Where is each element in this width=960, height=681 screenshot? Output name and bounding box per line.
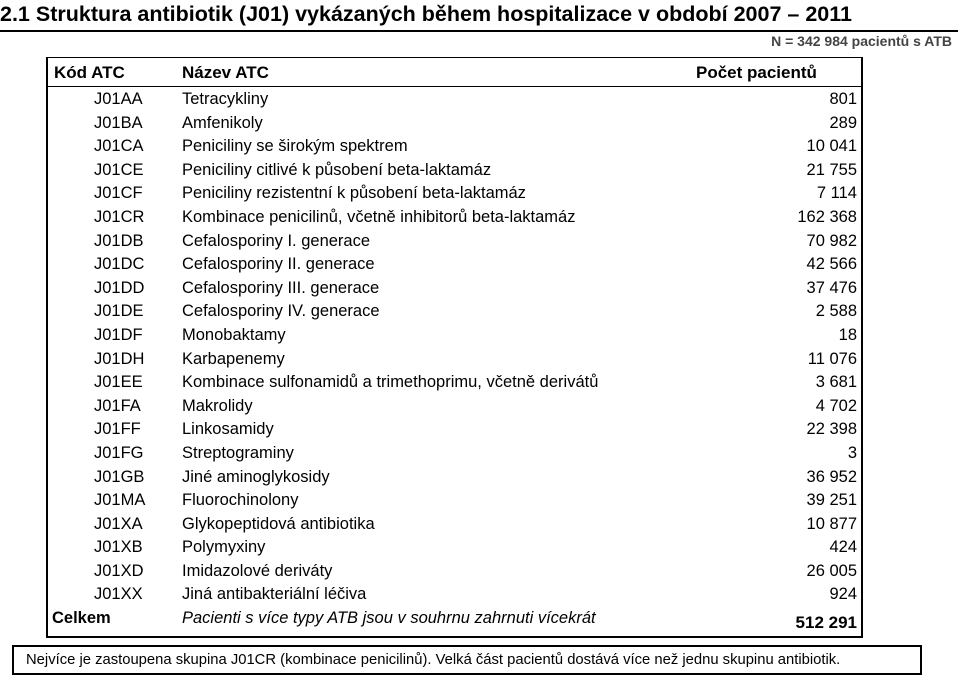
- table-body: [48, 88, 861, 607]
- table-row: [48, 466, 861, 490]
- row-name: Cefalosporiny II. generace: [182, 255, 375, 274]
- row-code: J01DE: [94, 302, 144, 321]
- table-row: [48, 560, 861, 584]
- atc-table: [46, 57, 863, 638]
- row-code: J01CR: [94, 207, 145, 226]
- row-code: J01AA: [94, 90, 143, 108]
- total-count: 512 291: [795, 613, 857, 632]
- row-count: 70 982: [806, 231, 857, 250]
- row-name: Cefalosporiny IV. generace: [182, 302, 380, 321]
- row-name: Fluorochinolony: [182, 491, 299, 510]
- row-count: 801: [829, 90, 857, 108]
- row-name: Peniciliny citlivé k působení beta-laktamáz: [182, 160, 492, 179]
- row-name: Imidazolové deriváty: [182, 561, 333, 580]
- row-name: Glykopeptidová antibiotika: [182, 514, 375, 533]
- table-row: [48, 371, 861, 395]
- row-count: 4 702: [815, 396, 857, 415]
- table-row: [48, 159, 861, 183]
- row-name: Kombinace penicilinů, včetně inhibitorů beta-laktamáz: [182, 207, 576, 226]
- header-count: Počet pacientů: [696, 63, 817, 82]
- table-row: [48, 513, 861, 537]
- row-code: J01XB: [94, 538, 143, 557]
- row-count: 3: [847, 443, 857, 462]
- row-name: Amfenikoly: [182, 113, 263, 132]
- table-row: [48, 395, 861, 419]
- row-count: 11 076: [807, 349, 857, 368]
- row-count: 42 566: [806, 255, 857, 274]
- row-code: J01XD: [94, 561, 144, 580]
- row-name: Jiné aminoglykosidy: [182, 467, 330, 486]
- total-label: Celkem: [52, 609, 111, 627]
- row-code: J01GB: [94, 467, 145, 486]
- row-count: 36 952: [806, 467, 857, 486]
- table-row: [48, 230, 861, 254]
- table-row: [48, 277, 861, 301]
- header-name: Název ATC: [182, 63, 269, 82]
- row-count: 10 877: [806, 514, 857, 533]
- row-name: Kombinace sulfonamidů a trimethoprimu, včetně derivátů: [182, 373, 599, 392]
- table-row: [48, 489, 861, 513]
- table-row: [48, 536, 861, 560]
- row-code: J01CE: [94, 160, 144, 179]
- row-name: Peniciliny rezistentní k působení beta-laktamáz: [182, 184, 526, 203]
- row-count: 39 251: [806, 491, 857, 510]
- row-name: Jiná antibakteriální léčiva: [182, 585, 367, 604]
- page-title: 2.1 Struktura antibiotik (J01) vykázaných během hospitalizace v období 2007 – 2011: [0, 2, 852, 26]
- table-row: [48, 253, 861, 277]
- footer-note: Nejvíce je zastoupena skupina J01CR (kombinace penicilinů). Velká část pacientů dostává více než jednu skupinu antibiotik.: [12, 645, 922, 675]
- row-code: J01EE: [94, 373, 143, 392]
- row-code: J01XA: [94, 514, 143, 533]
- table-row: [48, 442, 861, 466]
- row-name: Tetracykliny: [182, 90, 269, 108]
- table-row: [48, 135, 861, 159]
- row-count: 37 476: [806, 278, 857, 297]
- row-name: Monobaktamy: [182, 325, 286, 344]
- table-row: [48, 348, 861, 372]
- row-name: Cefalosporiny I. generace: [182, 231, 371, 250]
- row-code: J01DB: [94, 231, 144, 250]
- row-name: Polymyxiny: [182, 538, 266, 557]
- row-code: J01DD: [94, 278, 145, 297]
- table-row: [48, 182, 861, 206]
- row-name: Makrolidy: [182, 396, 253, 415]
- row-code: J01CF: [94, 184, 143, 203]
- table-header: [48, 57, 861, 87]
- row-count: 3 681: [815, 373, 857, 392]
- table-row: [48, 206, 861, 230]
- row-name: Peniciliny se širokým spektrem: [182, 137, 408, 156]
- row-name: Streptograminy: [182, 443, 294, 462]
- row-code: J01FA: [94, 396, 141, 415]
- row-code: J01DC: [94, 255, 145, 274]
- table-row: [48, 112, 861, 136]
- table-row: [48, 418, 861, 442]
- row-name: Linkosamidy: [182, 420, 274, 439]
- row-code: J01DH: [94, 349, 145, 368]
- row-count: 2 588: [815, 302, 857, 321]
- header-code: Kód ATC: [54, 63, 125, 82]
- row-count: 924: [829, 585, 857, 604]
- row-count: 21 755: [806, 160, 857, 179]
- row-count: 7 114: [816, 184, 857, 203]
- table-total-row: [48, 603, 861, 636]
- row-code: J01BA: [94, 113, 143, 132]
- table-row: [48, 324, 861, 348]
- row-code: J01FG: [94, 443, 144, 462]
- row-count: 26 005: [806, 561, 857, 580]
- row-count: 22 398: [806, 420, 857, 439]
- total-note: Pacienti s více typy ATB jsou v souhrnu zahrnuti vícekrát: [182, 609, 596, 627]
- row-code: J01DF: [94, 325, 143, 344]
- row-count: 162 368: [797, 207, 857, 226]
- row-count: 289: [829, 113, 857, 132]
- row-code: J01FF: [94, 420, 141, 439]
- sample-size-label: N = 342 984 pacientů s ATB: [771, 33, 952, 49]
- table-row: [48, 300, 861, 324]
- row-count: 424: [829, 538, 857, 557]
- table-row: [48, 88, 861, 112]
- row-count: 10 041: [806, 137, 857, 156]
- row-name: Cefalosporiny III. generace: [182, 278, 380, 297]
- row-count: 18: [838, 325, 857, 344]
- row-code: J01MA: [94, 491, 146, 510]
- row-code: J01CA: [94, 137, 144, 156]
- row-name: Karbapenemy: [182, 349, 285, 368]
- row-code: J01XX: [94, 585, 143, 604]
